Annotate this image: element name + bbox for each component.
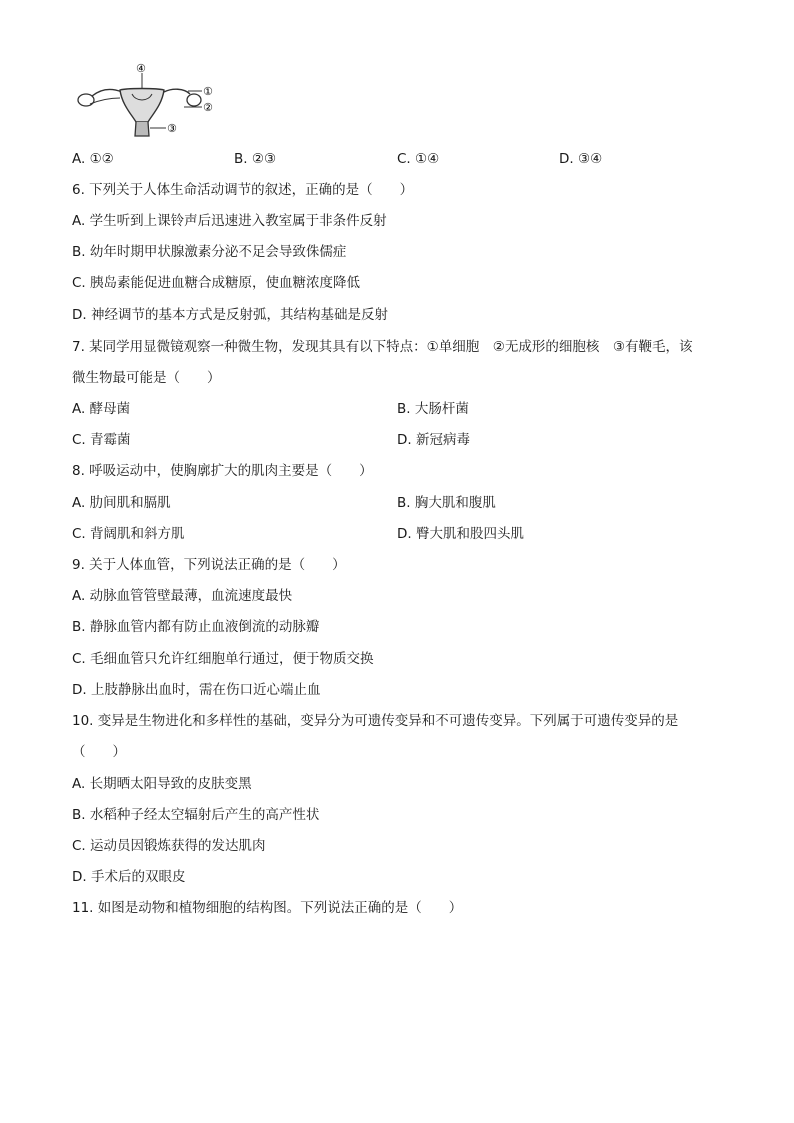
diagram-label-1: ① — [203, 85, 213, 98]
q10-option-c[interactable]: C. 运动员因锻炼获得的发达肌肉 — [72, 838, 266, 854]
q9-option-a[interactable]: A. 动脉血管管壁最薄，血流速度最快 — [72, 588, 293, 604]
q7-option-d[interactable]: D. 新冠病毒 — [397, 432, 470, 448]
q10-option-d[interactable]: D. 手术后的双眼皮 — [72, 869, 186, 885]
q10-option-a[interactable]: A. 长期晒太阳导致的皮肤变黑 — [72, 776, 252, 792]
q7-option-b[interactable]: B. 大肠杆菌 — [397, 401, 469, 417]
uterus-figure — [72, 60, 222, 140]
q6-option-c[interactable]: C. 胰岛素能促进血糖合成糖原，使血糖浓度降低 — [72, 275, 361, 291]
diagram-label-4: ④ — [136, 62, 146, 75]
q8-option-b[interactable]: B. 胸大肌和腹肌 — [397, 495, 496, 511]
q5-option-a[interactable]: A. ①② — [72, 151, 114, 167]
q6-option-b[interactable]: B. 幼年时期甲状腺激素分泌不足会导致侏儒症 — [72, 244, 347, 260]
q11-stem: 11. 如图是动物和植物细胞的结构图。下列说法正确的是（ ） — [72, 900, 463, 916]
diagram-label-3: ③ — [167, 122, 177, 135]
q5-option-c[interactable]: C. ①④ — [397, 151, 440, 167]
q10-stem-line1: 10. 变异是生物进化和多样性的基础，变异分为可遗传变异和不可遗传变异。下列属于可遗传变异的是 — [72, 713, 679, 729]
q7-option-c[interactable]: C. 青霉菌 — [72, 432, 131, 448]
q9-stem: 9. 关于人体血管，下列说法正确的是（ ） — [72, 557, 346, 573]
q9-option-c[interactable]: C. 毛细血管只允许红细胞单行通过，便于物质交换 — [72, 651, 374, 667]
q9-option-b[interactable]: B. 静脉血管内都有防止血液倒流的动脉瓣 — [72, 619, 320, 635]
q7-option-a[interactable]: A. 酵母菌 — [72, 401, 131, 417]
q8-option-c[interactable]: C. 背阔肌和斜方肌 — [72, 526, 185, 542]
q5-option-b[interactable]: B. ②③ — [234, 151, 277, 167]
q5-option-d[interactable]: D. ③④ — [559, 151, 603, 167]
q8-stem: 8. 呼吸运动中，使胸廓扩大的肌肉主要是（ ） — [72, 463, 373, 479]
q8-option-a[interactable]: A. 肋间肌和膈肌 — [72, 495, 171, 511]
reproductive-system-diagram — [72, 60, 222, 140]
q6-option-a[interactable]: A. 学生听到上课铃声后迅速进入教室属于非条件反射 — [72, 213, 387, 229]
q6-option-d[interactable]: D. 神经调节的基本方式是反射弧，其结构基础是反射 — [72, 307, 388, 323]
q8-option-d[interactable]: D. 臀大肌和股四头肌 — [397, 526, 524, 542]
diagram-label-2: ② — [203, 101, 213, 114]
q10-stem-line2: （ ） — [72, 744, 126, 760]
q6-stem: 6. 下列关于人体生命活动调节的叙述，正确的是（ ） — [72, 182, 414, 198]
q7-stem-line2: 微生物最可能是（ ） — [72, 370, 221, 386]
q10-option-b[interactable]: B. 水稻种子经太空辐射后产生的高产性状 — [72, 807, 320, 823]
q7-stem-line1: 7. 某同学用显微镜观察一种微生物，发现其具有以下特点：①单细胞 ②无成形的细胞核 ③有鞭毛，该 — [72, 339, 693, 355]
q9-option-d[interactable]: D. 上肢静脉出血时，需在伤口近心端止血 — [72, 682, 321, 698]
